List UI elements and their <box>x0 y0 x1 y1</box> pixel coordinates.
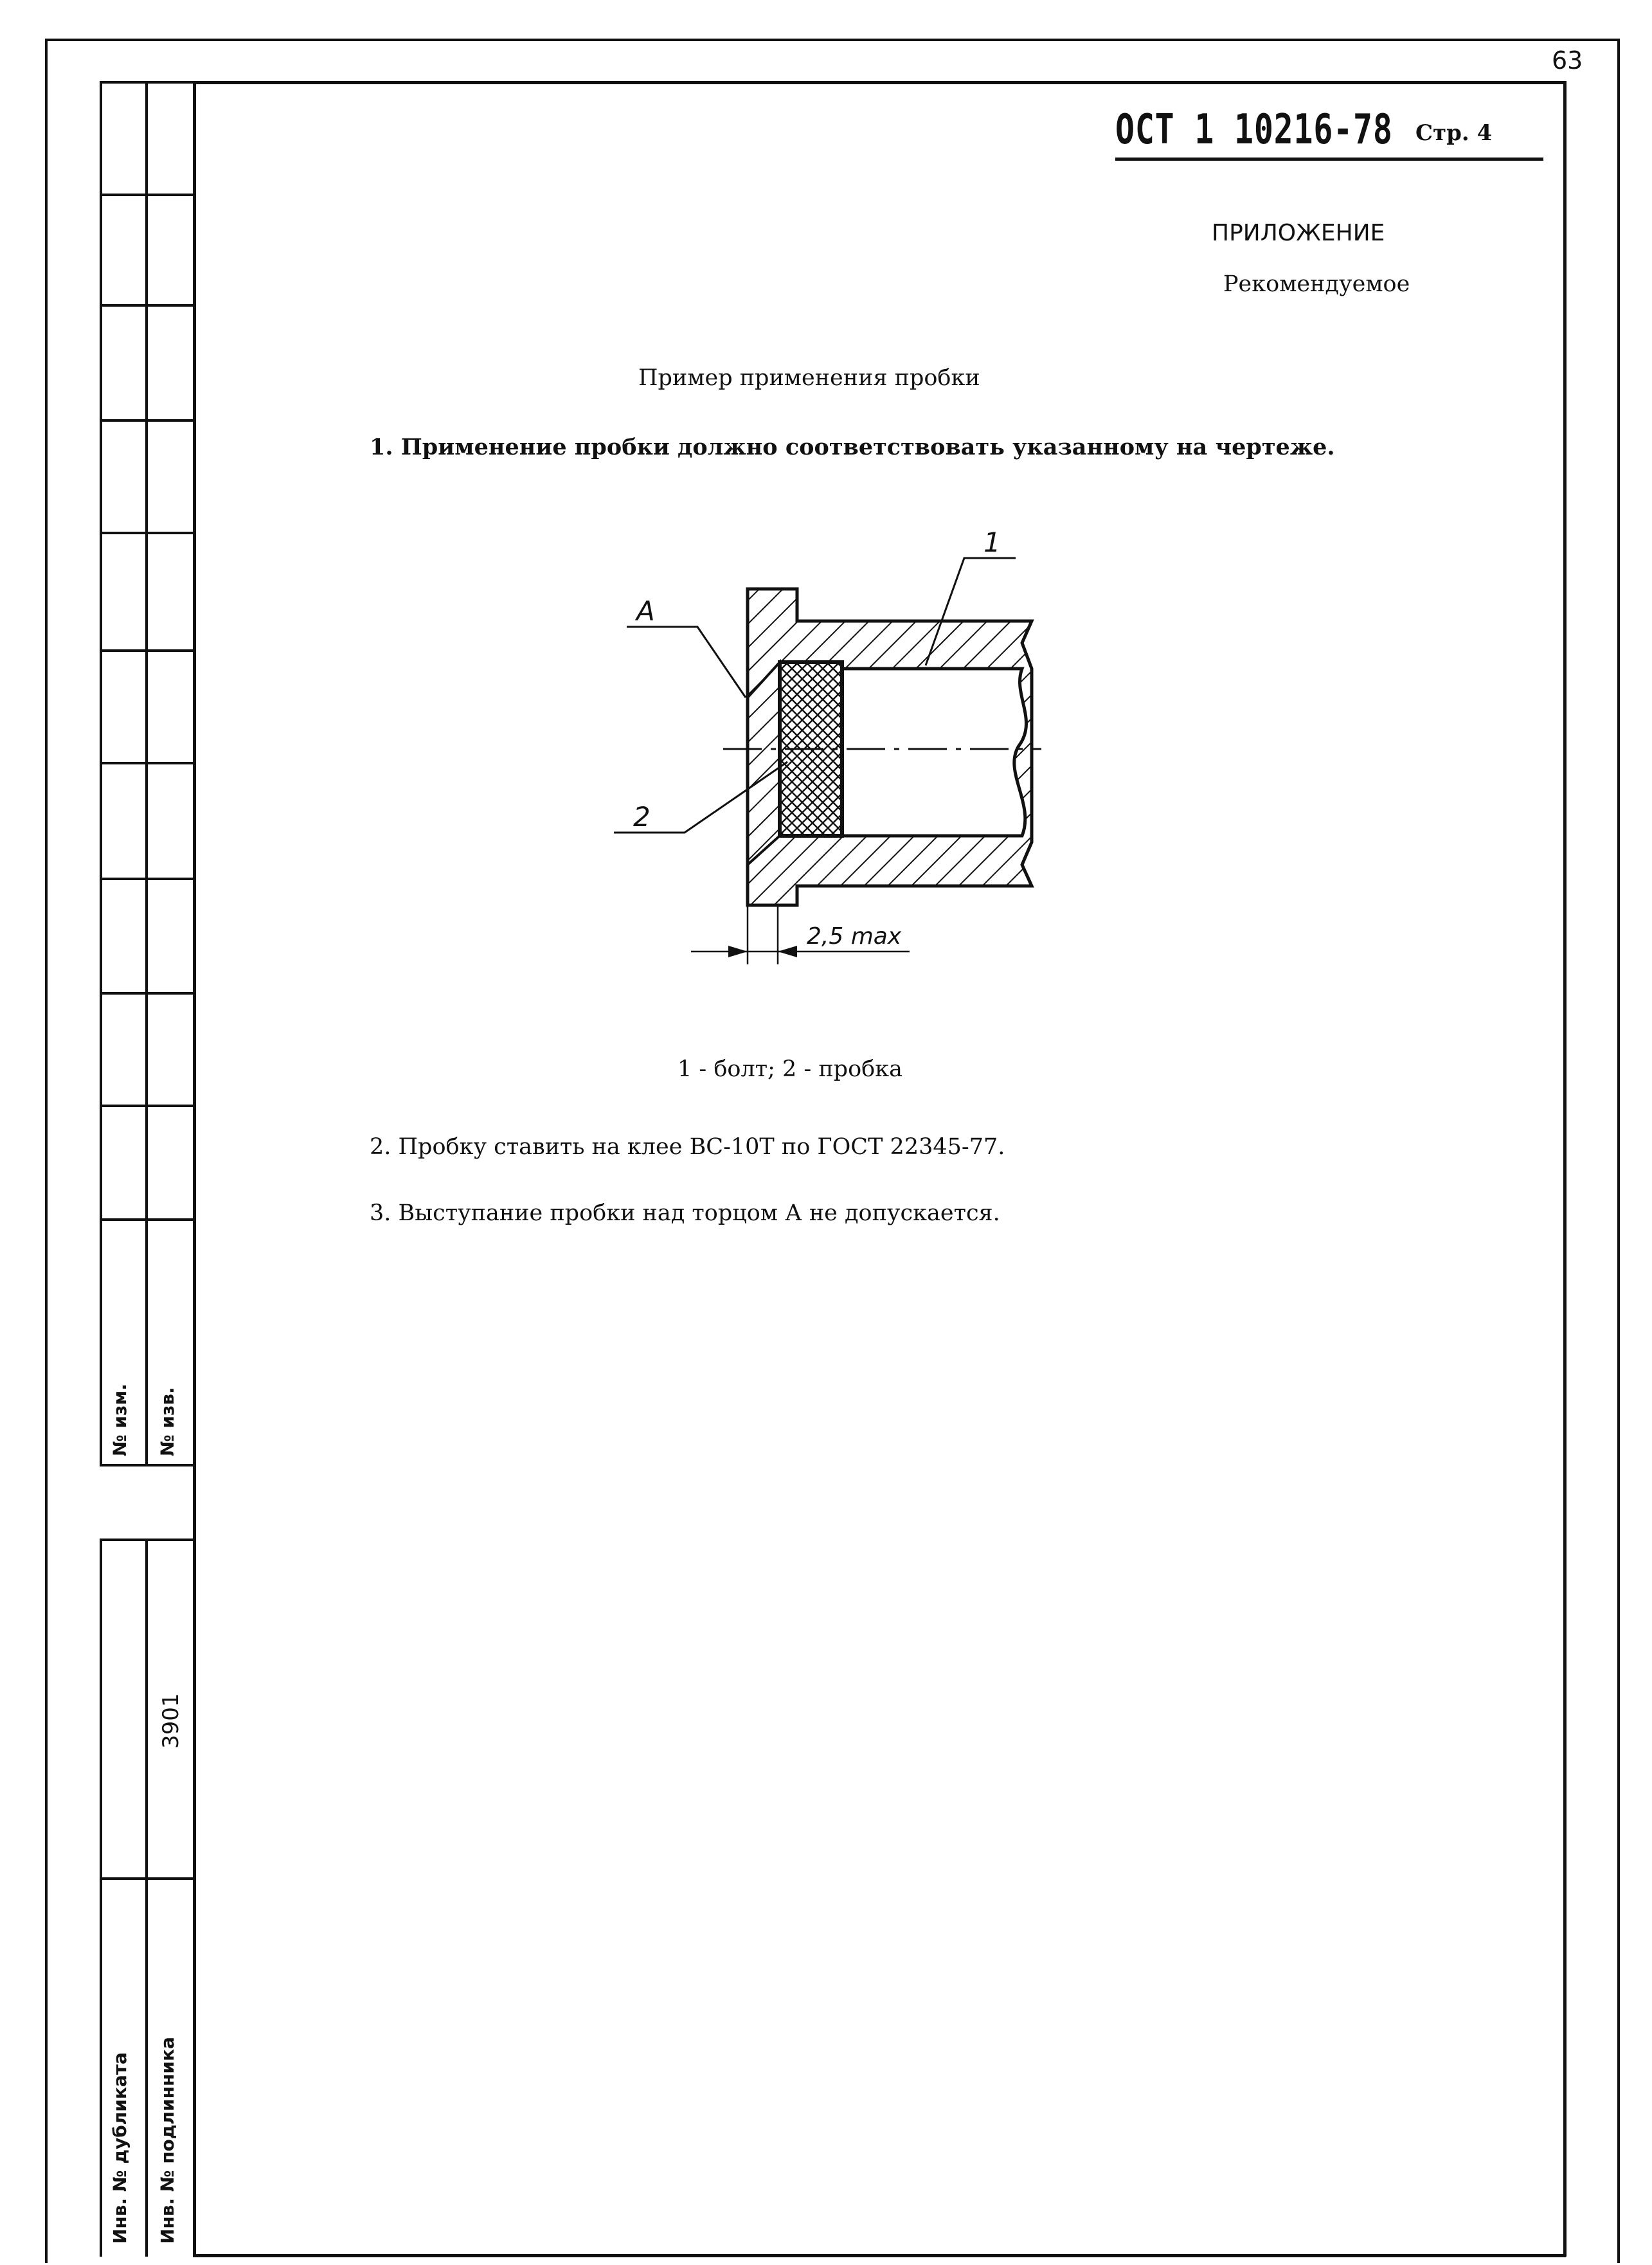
dimension-label: 2,5 max <box>807 923 902 950</box>
section-title: Пример применения пробки <box>638 365 980 391</box>
item-1: 1. Применение пробки должно соответствовать указанному на чертеже. <box>370 434 1335 460</box>
sidebar-lower-mid <box>145 1539 148 2257</box>
label-2: 2 <box>633 801 651 833</box>
item-3: 3. Выступание пробки над торцом А не допускается. <box>370 1200 1000 1226</box>
leader-a <box>627 627 746 698</box>
sidebar-row-9 <box>100 1105 196 1107</box>
page-number: 63 <box>1552 46 1583 75</box>
sidebar-upper-left <box>100 81 102 1466</box>
sidebar-row-4 <box>100 532 196 534</box>
sidebar-row-6 <box>100 762 196 764</box>
sidebar-upper-bottom <box>100 1464 196 1466</box>
inv-original-value: 3901 <box>158 1693 184 1749</box>
sidebar-row-7 <box>100 878 196 880</box>
inner-frame-right <box>1563 81 1567 2257</box>
sidebar-lower-left <box>100 1539 102 2257</box>
document-code: ОСТ 1 10216-78 <box>1115 106 1393 154</box>
frame-left <box>45 39 48 2263</box>
dim-arrow-left <box>728 946 748 957</box>
sidebar-izv-label: № изв. <box>157 1387 178 1456</box>
sidebar-row-2 <box>100 304 196 307</box>
inner-frame-bottom <box>193 2254 1566 2257</box>
label-1: 1 <box>983 527 1001 558</box>
frame-right <box>1617 39 1620 2263</box>
sidebar-row-1 <box>100 194 196 196</box>
sidebar-row-3 <box>100 419 196 422</box>
bolt-bore <box>842 669 1026 836</box>
sidebar-lower-divider <box>100 1877 196 1880</box>
sidebar-izm-label: № изм. <box>109 1384 130 1456</box>
sidebar-lower-top <box>100 1539 196 1541</box>
document-page: Стр. 4 <box>1415 120 1493 146</box>
sidebar-upper-top <box>100 81 196 84</box>
item-2: 2. Пробку ставить на клее ВС-10Т по ГОСТ 22345-77. <box>370 1134 1005 1160</box>
sidebar-upper-mid <box>145 81 148 1466</box>
inner-frame-left <box>193 81 196 2257</box>
sidebar-row-10 <box>100 1218 196 1221</box>
drawing-caption: 1 - болт; 2 - пробка <box>678 1056 902 1082</box>
sidebar-row-5 <box>100 649 196 652</box>
inv-duplicate-label: Инв. № дубликата <box>109 2052 130 2244</box>
dim-arrow-right <box>778 946 797 957</box>
appendix-title: ПРИЛОЖЕНИЕ <box>1212 220 1385 246</box>
inner-frame-top <box>193 81 1566 84</box>
technical-drawing <box>604 514 1067 977</box>
frame-top <box>45 39 1620 41</box>
inv-original-label: Инв. № подлинника <box>157 2037 178 2244</box>
sidebar-row-8 <box>100 992 196 995</box>
label-a: А <box>636 595 655 627</box>
appendix-subtitle: Рекомендуемое <box>1223 271 1410 297</box>
header-underline <box>1115 158 1543 161</box>
